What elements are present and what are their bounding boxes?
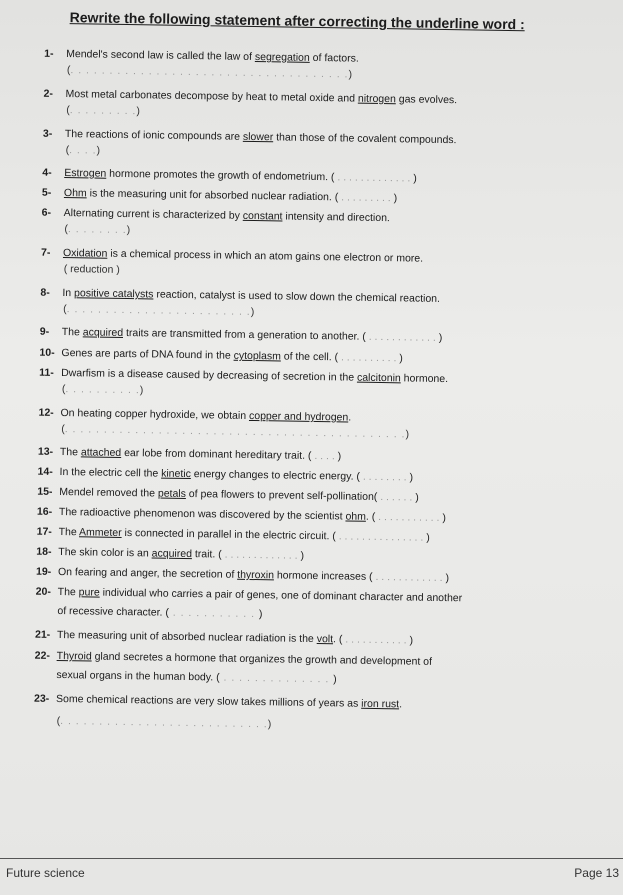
question-23: 23- Some chemical reactions are very slow takes millions of years as iron rust. <box>33 692 403 711</box>
question-20: 20- The pure individual who carries a pair of genes, one of dominant character and another <box>35 585 463 605</box>
question-18: 18- The skin color is an acquired trait. ( . . . . . . . . . . . . . ) <box>36 545 305 562</box>
answer-8-blank: (. . . . . . . . . . . . . . . . . . . . . . . .) <box>63 303 255 319</box>
footer-publisher: Future science <box>6 866 85 880</box>
question-5: 5- Ohm is the measuring unit for absorbed nuclear radiation. ( . . . . . . . . . ) <box>41 186 398 205</box>
footer-page-number: Page 13 <box>574 866 619 880</box>
answer-1-blank: (. . . . . . . . . . . . . . . . . . . . . . . . . . . . . . . . . . . .) <box>66 64 353 81</box>
question-8: 8- In positive catalysts reaction, catalyst is used to slow down the chemical reaction. <box>40 286 441 305</box>
question-1: 1- Mendel's second law is called the law of segregation of factors. <box>44 47 359 65</box>
answer-11-blank: (. . . . . . . . . .) <box>61 383 144 397</box>
question-3: 3- The reactions of ionic compounds are slower than those of the covalent compounds. <box>42 127 457 147</box>
question-16: 16- The radioactive phenomenon was discovered by the scientist ohm. ( . . . . . . . . . . . ) <box>36 505 446 525</box>
question-14: 14- In the electric cell the kinetic energy changes to electric energy. ( . . . . . . . . ) <box>37 465 414 484</box>
question-15: 15- Mendel removed the petals of pea flowers to prevent self-pollination( . . . . . . ) <box>37 485 419 504</box>
question-12: 12- On heating copper hydroxide, we obtain copper and hydrogen. <box>38 406 352 424</box>
question-17: 17- The Ammeter is connected in parallel in the electric circuit. ( . . . . . . . . . . . . . . . ) <box>36 525 430 544</box>
question-13: 13- The attached ear lobe from dominant hereditary trait. ( . . . . ) <box>37 445 342 463</box>
footer-divider <box>0 858 623 859</box>
question-20-continuation: of recessive character. ( . . . . . . . . . . . ) <box>57 604 263 621</box>
answer-2-blank: (. . . . . . . . .) <box>66 104 140 118</box>
question-6: 6- Alternating current is characterized by constant intensity and direction. <box>41 206 390 225</box>
question-11: 11- Dwarfism is a disease caused by decreasing of secretion in the calcitonin hormone. <box>39 366 449 386</box>
worksheet-title: Rewrite the following statement after correcting the underline word : <box>69 9 525 33</box>
question-10: 10- Genes are parts of DNA found in the cytoplasm of the cell. ( . . . . . . . . . . ) <box>39 346 403 365</box>
question-2: 2- Most metal carbonates decompose by heat to metal oxide and nitrogen gas evolves. <box>43 87 458 107</box>
question-22-continuation: sexual organs in the human body. ( . . . . . . . . . . . . . . ) <box>56 668 337 686</box>
answer-7: ( reduction ) <box>63 263 120 276</box>
answer-3-blank: (. . . .) <box>65 144 101 157</box>
question-9: 9- The acquired traits are transmitted from a generation to another. ( . . . . . . . . . . . . ) <box>39 325 443 344</box>
question-21: 21- The measuring unit of absorbed nuclear radiation is the volt. ( . . . . . . . . . . . ) <box>34 628 414 647</box>
answer-6-blank: (. . . . . . . .) <box>64 223 131 237</box>
answer-23-blank: (. . . . . . . . . . . . . . . . . . . . . . . . . . .) <box>56 714 272 731</box>
question-22: 22- Thyroid gland secretes a hormone that organizes the growth and development of <box>34 649 433 668</box>
question-19: 19- On fearing and anger, the secretion of thyroxin hormone increases ( . . . . . . . . . . . . ) <box>35 565 450 585</box>
question-4: 4- Estrogen hormone promotes the growth of endometrium. ( . . . . . . . . . . . . . ) <box>42 166 417 185</box>
question-7: 7- Oxidation is a chemical process in which an atom gains one electron or more. <box>40 246 424 265</box>
answer-12-blank: (. . . . . . . . . . . . . . . . . . . . . . . . . . . . . . . . . . . . . . . . . . . .) <box>61 423 410 441</box>
